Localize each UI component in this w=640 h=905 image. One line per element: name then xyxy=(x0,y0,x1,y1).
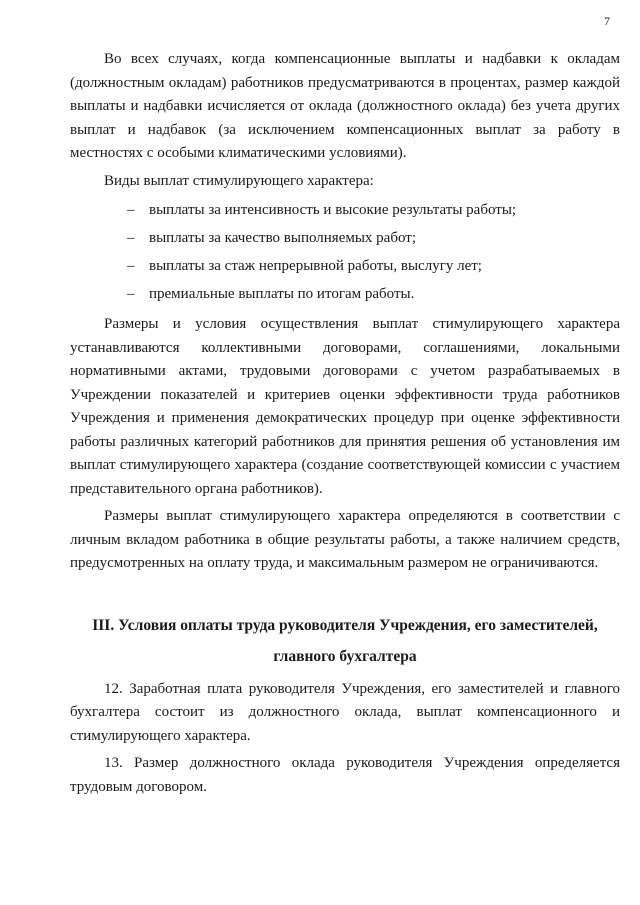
list-item-text: выплаты за стаж непрерывной работы, выслугу лет; xyxy=(149,258,482,274)
page-number: 7 xyxy=(604,14,610,28)
section-heading-line: III. Условия оплаты труда руководителя Учреждения, его заместителей, xyxy=(92,616,598,634)
section-heading xyxy=(70,610,620,672)
list-item-text: выплаты за качество выполняемых работ; xyxy=(149,230,416,246)
list-dash: – xyxy=(127,286,135,302)
document-body xyxy=(70,48,620,799)
stimulus-types-list xyxy=(70,196,620,308)
paragraph-stimulus-types-intro: Виды выплат стимулирующего характера: xyxy=(104,172,374,189)
paragraph-stimulus-amounts: Размеры выплат стимулирующего характера определяются в соответствии с личным вкладом работника в общие результаты работы, а также наличием средств, предусмотренных на оплату труда, и максимальным размером не ограничиваются. xyxy=(70,508,620,571)
list-dash: – xyxy=(127,230,135,246)
list-item xyxy=(70,280,620,308)
list-item xyxy=(70,196,620,224)
list-item-text: премиальные выплаты по итогам работы. xyxy=(149,286,415,302)
paragraph-compensation-percent: Во всех случаях, когда компенсационные выплаты и надбавки к окладам (должностным окладам) работников предусматриваются в процентах, размер каждой выплаты и надбавки исчисляется от оклада (должностного оклада) без учета других выплат и надбавок (за исключением компенсационных выплат за работу в местностях с особыми климатическими условиями). xyxy=(70,51,620,161)
list-dash: – xyxy=(127,258,135,274)
list-dash: – xyxy=(127,202,135,218)
list-item xyxy=(70,252,620,280)
paragraph-item-13: 13. Размер должностного оклада руководителя Учреждения определяется трудовым договором. xyxy=(70,755,620,795)
list-item xyxy=(70,224,620,252)
paragraph-stimulus-conditions: Размеры и условия осуществления выплат стимулирующего характера устанавливаются коллективными договорами, соглашениями, локальными нормативными актами, трудовыми договорами с учетом разрабатываемых в Учреждении показателей и критериев оценки эффективности труда работников Учреждения и применения демократических процедур при оценке эффективности работы различных категорий работников для принятия решения об установления им выплат стимулирующего характера (создание соответствующей комиссии с участием представительного органа работников). xyxy=(70,316,620,497)
paragraph-item-12: 12. Заработная плата руководителя Учреждения, его заместителей и главного бухгалтера состоит из должностного оклада, выплат компенсационного и стимулирующего характера. xyxy=(70,680,620,744)
section-heading-line: главного бухгалтера xyxy=(273,647,417,665)
list-item-text: выплаты за интенсивность и высокие результаты работы; xyxy=(149,202,517,218)
